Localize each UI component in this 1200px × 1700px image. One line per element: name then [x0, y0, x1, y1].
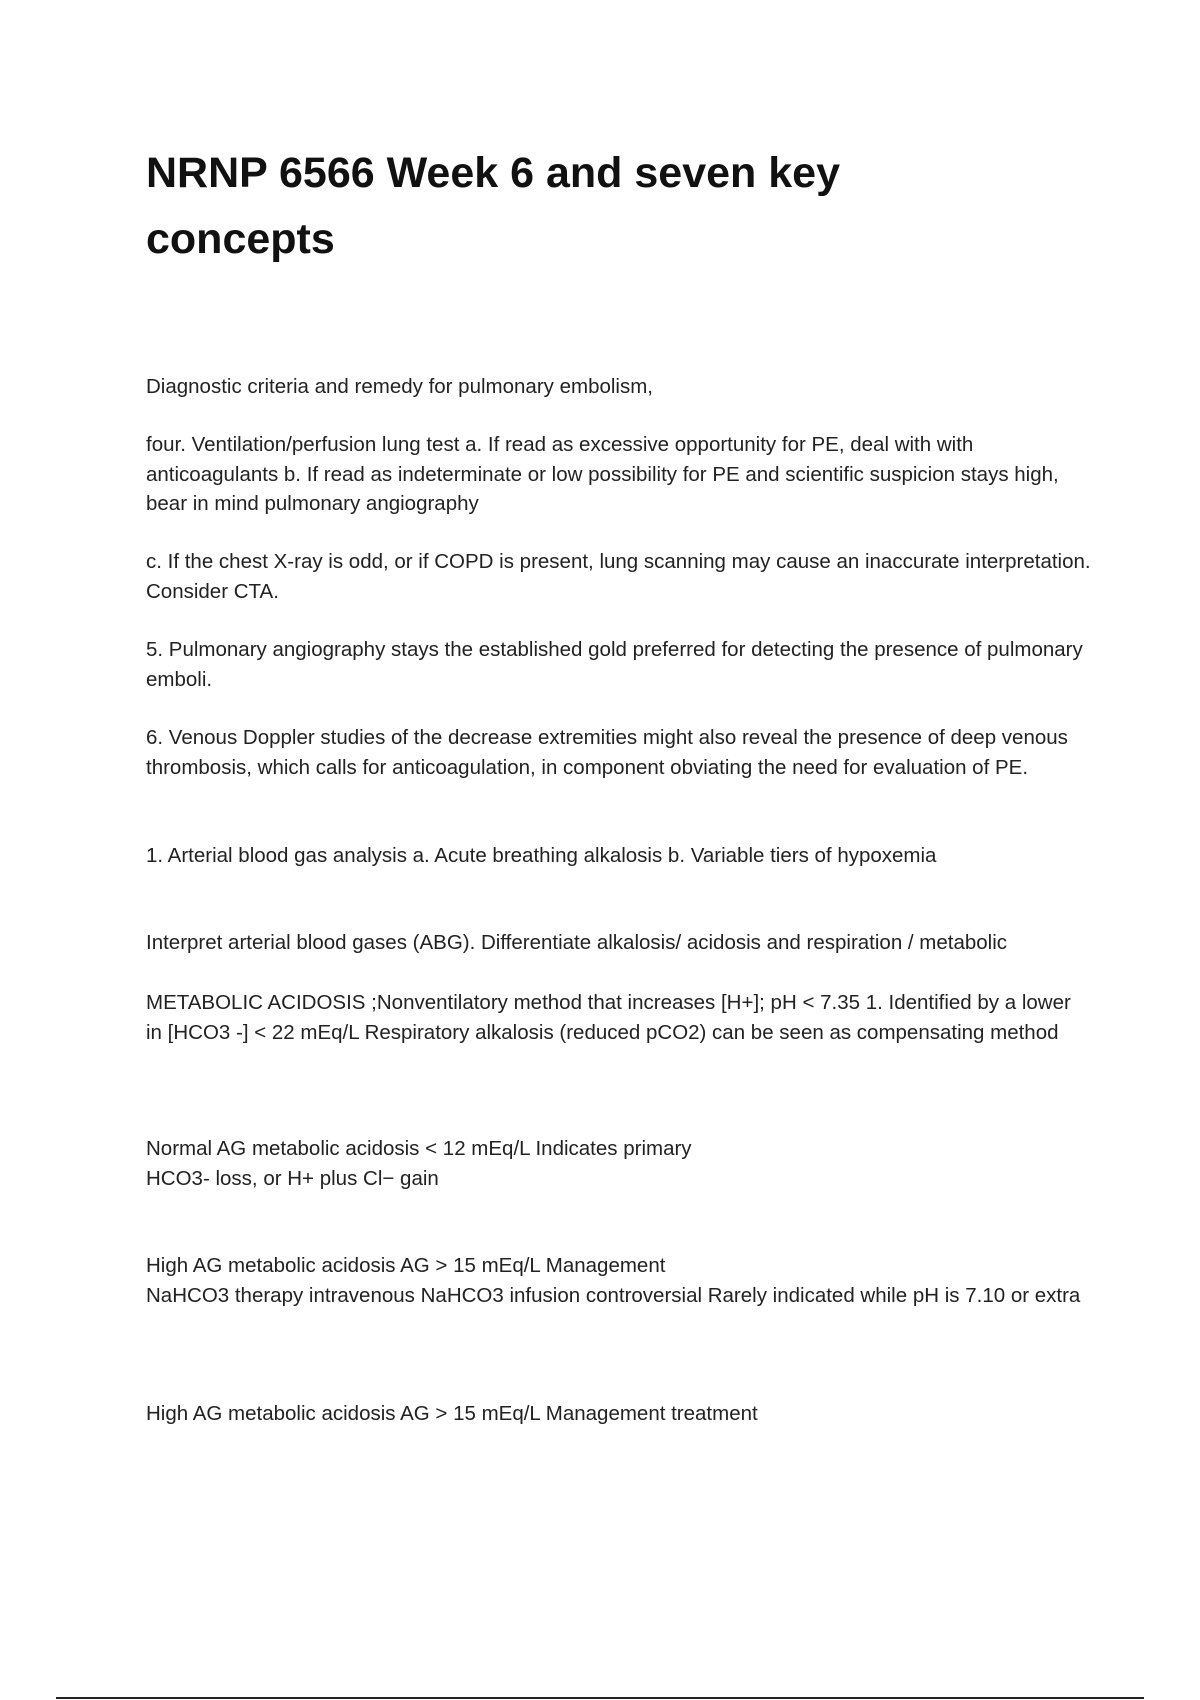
high-ag-treatment-paragraph: High AG metabolic acidosis AG > 15 mEq/L Management treatment [146, 1402, 758, 1425]
vq-scan-paragraph: four. Ventilation/perfusion lung test a. If read as excessive opportunity for PE, deal with with anticoagulants b. If read as indeterminate or low possibility for PE and scientific suspicion stays high, bear in mind pulmonary angiography [146, 433, 1059, 515]
chest-xray-paragraph: c. If the chest X-ray is odd, or if COPD is present, lung scanning may cause an inaccurate interpretation. Consider CTA. [146, 550, 1091, 603]
doppler-paragraph: 6. Venous Doppler studies of the decrease extremities might also reveal the presence of deep venous thrombosis, which calls for anticoagulation, in component obviating the need for evaluation of PE. [146, 726, 1068, 779]
high-ag-paragraph [146, 1251, 1091, 1310]
angiography-paragraph: 5. Pulmonary angiography stays the established gold preferred for detecting the presence of pulmonary emboli. [146, 638, 1083, 691]
pe-heading-paragraph: Diagnostic criteria and remedy for pulmonary embolism, [146, 375, 654, 398]
metabolic-acidosis-paragraph: METABOLIC ACIDOSIS ;Nonventilatory method that increases [H+]; pH < 7.35 1. Identified by a lower in [HCO3 -] < 22 mEq/L Respiratory alkalosis (reduced pCO2) can be seen as compensating method [146, 991, 1071, 1044]
high-ag-line-1: High AG metabolic acidosis AG > 15 mEq/L Management [146, 1254, 666, 1277]
normal-ag-paragraph [146, 1134, 1091, 1193]
document-title: NRNP 6566 Week 6 and seven key concepts [146, 149, 840, 263]
normal-ag-line-1: Normal AG metabolic acidosis < 12 mEq/L Indicates primary [146, 1137, 692, 1160]
normal-ag-line-2: HCO3- loss, or H+ plus Cl− gain [146, 1166, 439, 1190]
abg-analysis-paragraph: 1. Arterial blood gas analysis a. Acute breathing alkalosis b. Variable tiers of hypoxemia [146, 844, 937, 867]
high-ag-line-2: NaHCO3 therapy intravenous NaHCO3 infusion controversial Rarely indicated while pH is 7.10 or extra [146, 1283, 1081, 1307]
page-bottom-divider [56, 1697, 1144, 1699]
interpret-abg-paragraph: Interpret arterial blood gases (ABG). Differentiate alkalosis/ acidosis and respiration / metabolic [146, 931, 1008, 954]
